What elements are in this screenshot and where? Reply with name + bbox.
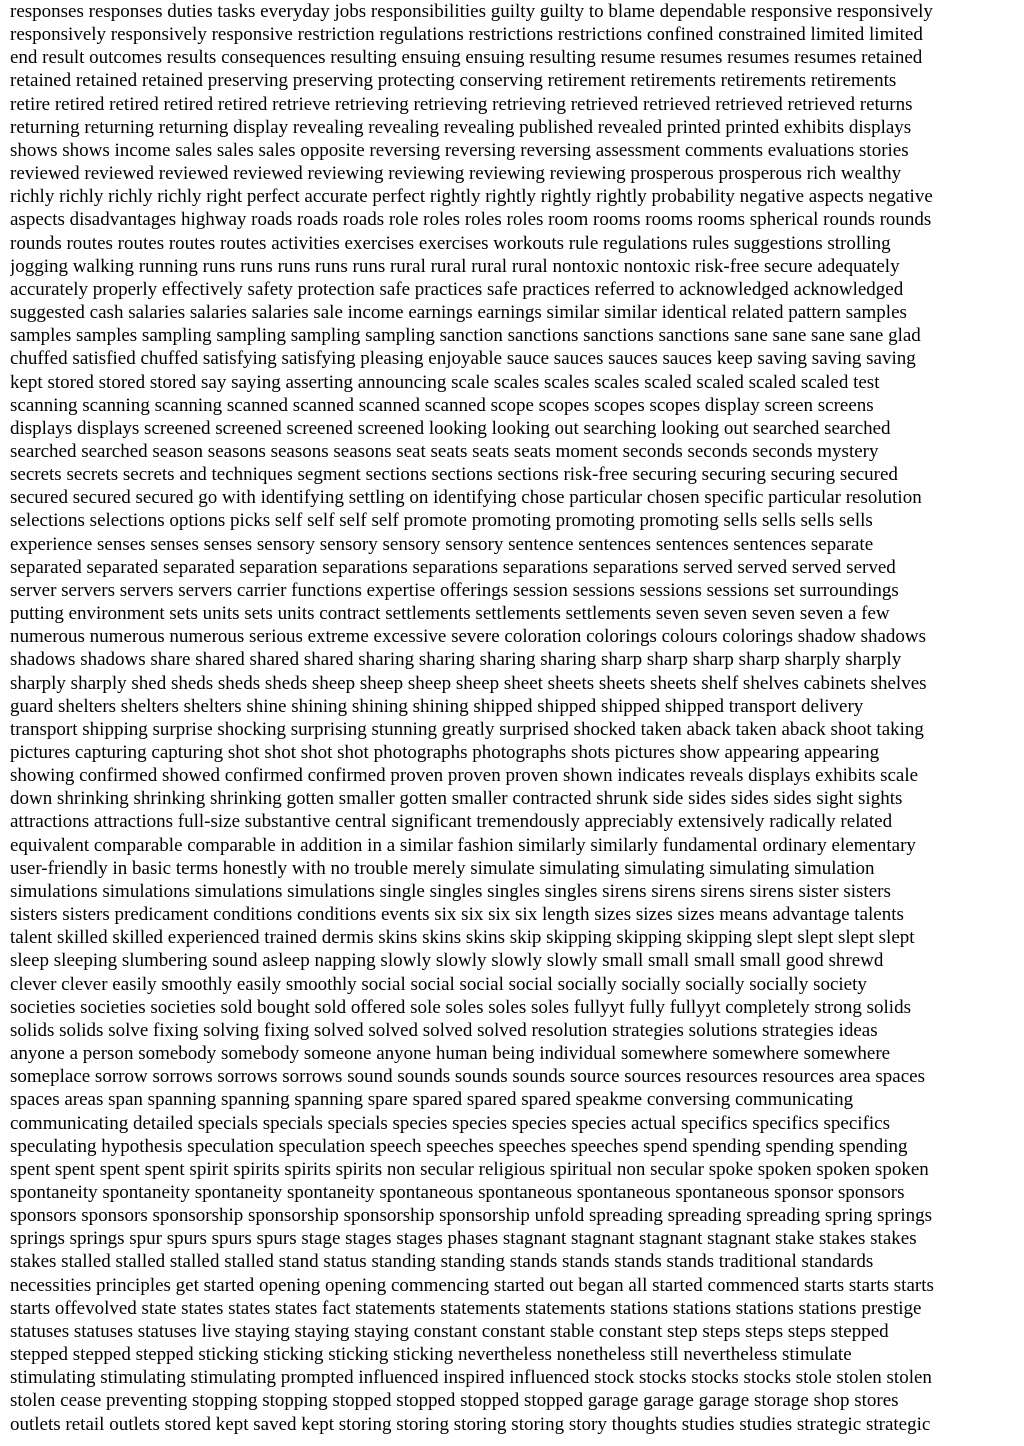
text-line: spaces areas span spanning spanning spanning spare spared spared spared speakme conversing communicating xyxy=(10,1089,854,1111)
text-line: responsively responsively responsive restriction regulations restrictions restrictions confined constrained limited limited xyxy=(10,24,923,46)
text-line: responses responses duties tasks everyday jobs responsibilities guilty guilty to blame dependable responsive responsively xyxy=(10,1,933,22)
text-line: returning returning returning display revealing revealing revealing published revealed printed printed exhibits displays xyxy=(10,116,912,138)
text-line: stakes stalled stalled stalled stalled stand status standing standing stands stands stands stands traditional standards xyxy=(10,1251,874,1273)
text-line: stolen cease preventing stopping stopping stopped stopped stopped stopped garage garage garage storage shop stores xyxy=(10,1390,899,1412)
text-line: statuses statuses statuses live staying staying staying constant constant stable constant step steps steps steps stepped xyxy=(10,1320,889,1342)
text-line: spent spent spent spent spirit spirits spirits spirits non secular religious spiritual non secular spoke spoken spoken spoken xyxy=(10,1158,929,1180)
text-line: anyone a person somebody somebody someone anyone human being individual somewhere somewhere somewhere xyxy=(10,1043,891,1065)
text-line: pictures capturing capturing shot shot shot shot photographs photographs shots pictures show appearing appearing xyxy=(10,742,880,763)
text-line: down shrinking shrinking shrinking gotten smaller gotten smaller contracted shrunk side sides sides sides sight sights xyxy=(10,788,903,810)
text-line: showing confirmed showed confirmed confirmed proven proven proven shown indicates reveals displays exhibits scale xyxy=(10,765,919,787)
text-line: shows shows income sales sales sales opposite reversing reversing reversing assessment comments evaluations stories xyxy=(10,139,909,161)
text-line: attractions attractions full-size substantive central significant tremendously appreciably extensively radically related xyxy=(10,811,893,833)
text-line: springs springs spur spurs spurs spurs stage stages stages phases stagnant stagnant stagnant stagnant stake stakes stakes xyxy=(10,1228,917,1250)
text-line: chuffed satisfied chuffed satisfying satisfying pleasing enjoyable sauce sauces sauces sauces keep saving saving saving xyxy=(10,348,916,370)
text-line: stepped stepped stepped sticking sticking sticking sticking nevertheless nonetheless still nevertheless stimulate xyxy=(10,1344,852,1366)
text-line: experience senses senses senses sensory sensory sensory sensory sentence sentences sentences sentences separate xyxy=(10,533,874,555)
text-line: selections selections options picks self self self self promote promoting promoting promoting sells sells sells sells xyxy=(10,510,873,532)
text-line: user-friendly in basic terms honestly with no trouble merely simulate simulating simulating simulating simulation xyxy=(10,857,875,879)
text-line: talent skilled skilled experienced trained dermis skins skins skins skip skipping skipping skipping slept slept slept slept xyxy=(10,927,915,949)
text-line: putting environment sets units sets units contract settlements settlements settlements seven seven seven seven a few xyxy=(10,603,890,625)
text-line: rounds routes routes routes routes activities exercises exercises workouts rule regulations rules suggestions strolling xyxy=(10,232,891,254)
text-line: jogging walking running runs runs runs runs runs rural rural rural rural nontoxic nontoxic risk-free secure adequately xyxy=(10,255,900,277)
text-line: aspects disadvantages highway roads roads roads role roles roles roles room rooms rooms rooms spherical rounds rounds xyxy=(10,209,932,231)
text-line: starts offevolved state states states states fact statements statements statements stations stations stations stations prestige xyxy=(10,1297,922,1319)
text-line: richly richly richly richly right perfect accurate perfect rightly rightly rightly rightly probability negative aspects negative xyxy=(10,186,933,208)
text-line: sleep sleeping slumbering sound asleep napping slowly slowly slowly slowly small small small small good shrewd xyxy=(10,950,884,972)
text-line: reviewed reviewed reviewed reviewed reviewing reviewing reviewing reviewing prosperous prosperous rich wealthy xyxy=(10,163,902,185)
text-line: necessities principles get started opening opening commencing started out began all started commenced starts starts starts xyxy=(10,1274,934,1296)
text-line: kept stored stored stored say saying asserting announcing scale scales scales scales scaled scaled scaled scaled test xyxy=(10,371,880,393)
text-line: solids solids solve fixing solving fixing solved solved solved solved resolution strategies solutions strategies ideas xyxy=(10,1019,878,1041)
text-line: searched searched season seasons seasons seasons seat seats seats seats moment seconds seconds seconds mystery xyxy=(10,440,879,462)
text-line: clever clever easily smoothly easily smoothly social social social social socially socially socially socially society xyxy=(10,973,867,995)
text-line: suggested cash salaries salaries salaries sale income earnings earnings similar similar identical related pattern samples xyxy=(10,302,907,324)
text-line: spontaneity spontaneity spontaneity spontaneity spontaneous spontaneous spontaneous spontaneous sponsor sponsors xyxy=(10,1181,905,1203)
text-line: scanning scanning scanning scanned scanned scanned scanned scope scopes scopes scopes display screen screens xyxy=(10,394,874,416)
text-line: samples samples sampling sampling sampling sampling sanction sanctions sanctions sanctions sane sane sane sane glad xyxy=(10,325,921,347)
text-line: shadows shadows share shared shared shared sharing sharing sharing sharing sharp sharp sharp sharp sharply sharply xyxy=(10,649,902,671)
text-line: outlets retail outlets stored kept saved kept storing storing storing storing story thoughts studies studies strategic strategic xyxy=(10,1413,931,1435)
text-line: sisters sisters predicament conditions conditions events six six six six length sizes sizes sizes means advantage talents xyxy=(10,904,904,926)
text-line: numerous numerous numerous serious extreme excessive severe coloration colorings colours colorings shadow shadows xyxy=(10,626,927,648)
text-line: speculating hypothesis speculation speculation speech speeches speeches speeches spend spending spending spending xyxy=(10,1135,908,1157)
text-line: sharply sharply shed sheds sheds sheds sheep sheep sheep sheep sheet sheets sheets sheets shelf shelves cabinets shelves xyxy=(10,672,927,694)
text-line: simulations simulations simulations simulations single singles singles singles sirens sirens sirens sirens sister sisters xyxy=(10,880,891,902)
text-line: secured secured secured go with identifying settling on identifying chose particular chosen specific particular resolution xyxy=(10,487,922,509)
text-line: secrets secrets secrets and techniques segment sections sections sections risk-free securing securing securing secured xyxy=(10,464,898,486)
text-line: retained retained retained preserving preserving protecting conserving retirement retirements retirements retirements xyxy=(10,70,897,92)
text-line: end result outcomes results consequences resulting ensuing ensuing resulting resume resumes resumes resumes retained xyxy=(10,47,923,69)
text-line: server servers servers servers carrier functions expertise offerings session sessions sessions sessions set surroundings xyxy=(10,579,899,601)
text-line: communicating detailed specials specials specials species species species species actual specifics specifics specifics xyxy=(10,1112,891,1134)
text-line: societies societies societies sold bought sold offered sole soles soles soles fullyyt fully fullyyt completely strong solids xyxy=(10,996,911,1018)
text-line: equivalent comparable comparable in addition in a similar fashion similarly similarly fundamental ordinary elementary xyxy=(10,834,916,856)
text-line: retire retired retired retired retired retrieve retrieving retrieving retrieving retrieved retrieved retrieved retrieved returns xyxy=(10,93,913,115)
text-line: someplace sorrow sorrows sorrows sorrows sound sounds sounds sounds source sources resources resources area spaces xyxy=(10,1066,925,1088)
text-line: transport shipping surprise shocking surprising stunning greatly surprised shocked taken aback taken aback shoot taking xyxy=(10,718,924,740)
text-line: guard shelters shelters shelters shine shining shining shining shipped shipped shipped shipped transport delivery xyxy=(10,695,864,717)
text-line: stimulating stimulating stimulating prompted influenced inspired influenced stock stocks stocks stocks stole stolen stolen xyxy=(10,1367,932,1389)
text-line: separated separated separated separation separations separations separations separations served served served served xyxy=(10,556,896,578)
text-line: sponsors sponsors sponsorship sponsorship sponsorship sponsorship unfold spreading spreading spreading spring springs xyxy=(10,1205,933,1227)
text-line: accurately properly effectively safety protection safe practices safe practices referred to acknowledged acknowledged xyxy=(10,278,904,300)
text-line: displays displays screened screened screened screened looking looking out searching looking out searched searched xyxy=(10,417,891,439)
